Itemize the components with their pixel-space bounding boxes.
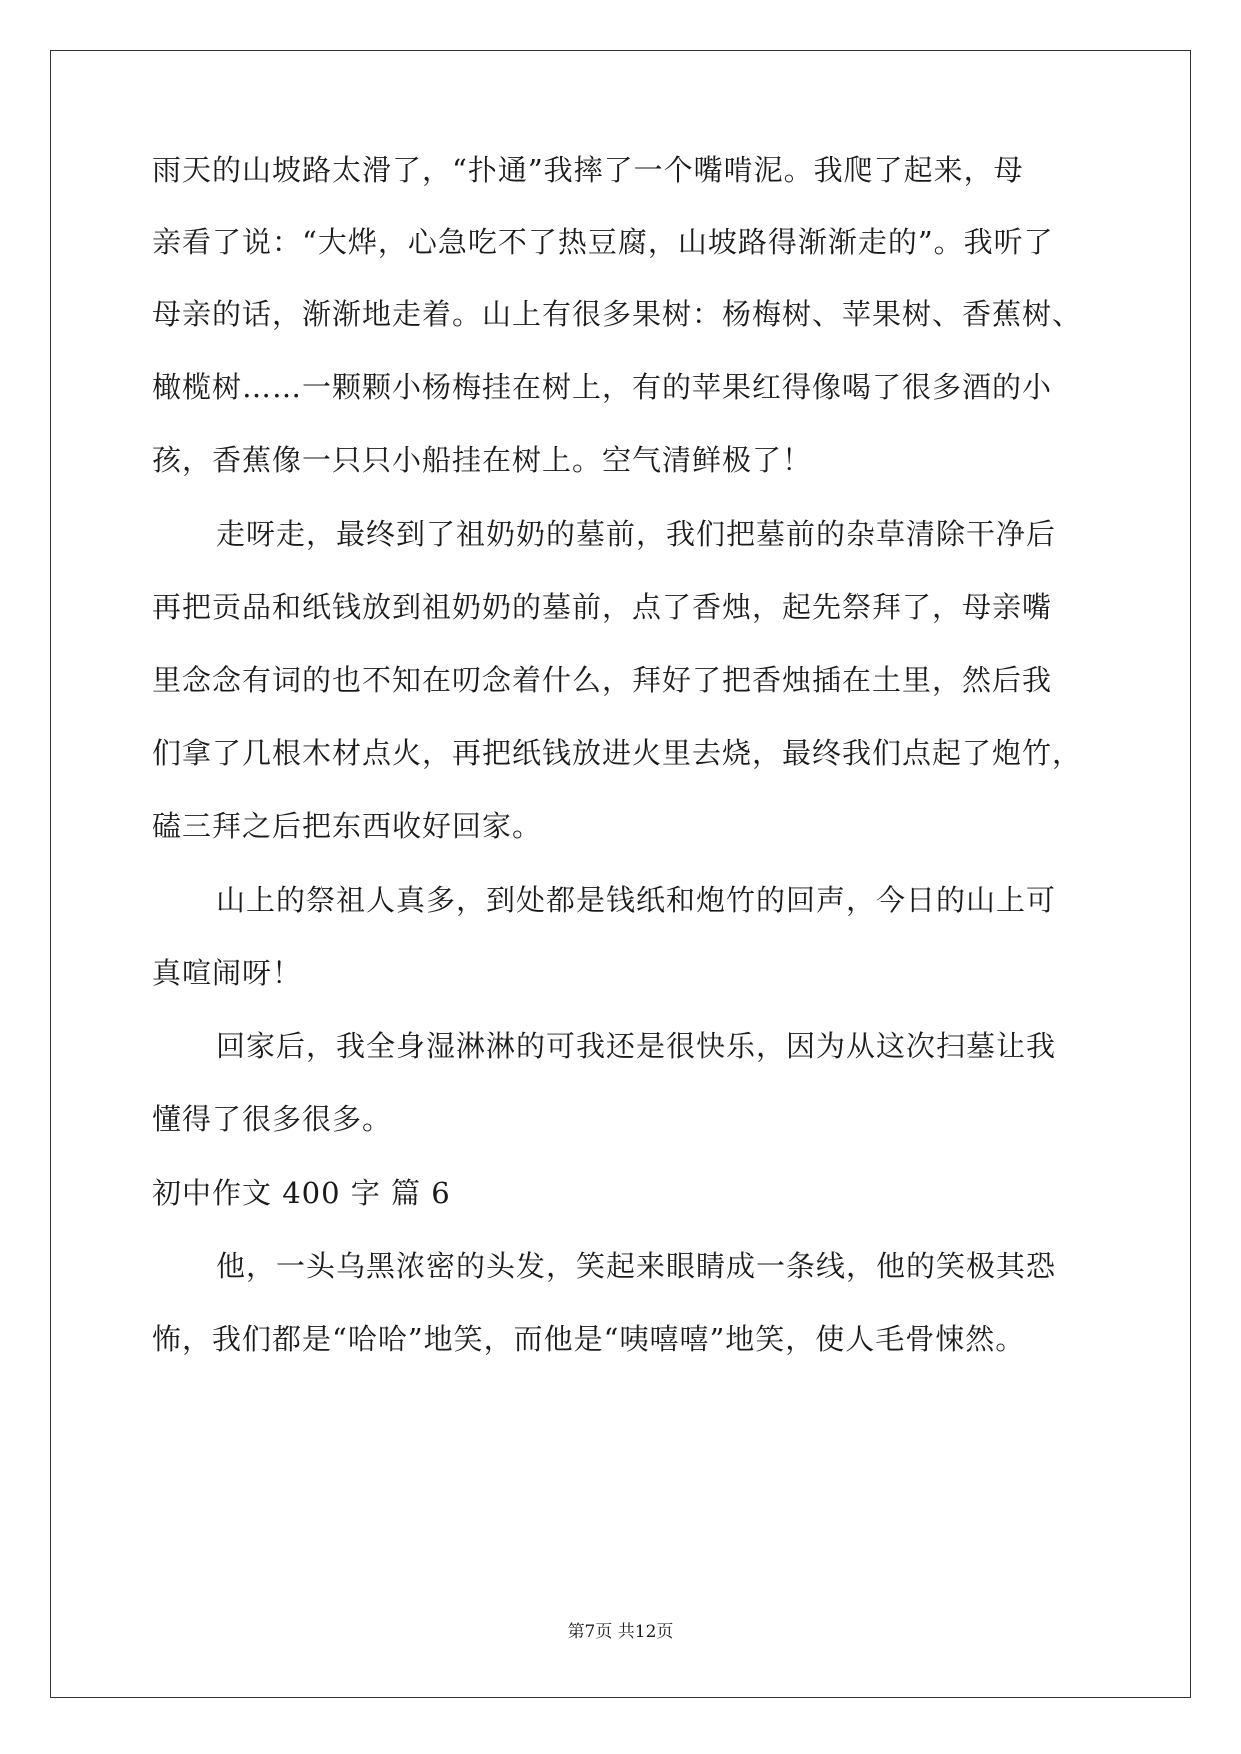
page-footer: 第7页 共12页 (567, 1622, 674, 1642)
body-line: 母亲的话，渐渐地走着。山上有很多果树：杨梅树、苹果树、香蕉树、 (152, 297, 1083, 331)
body-line: 他，一头乌黑浓密的头发，笑起来眼睛成一条线，他的笑极其恐 (216, 1249, 1057, 1283)
body-line: 再把贡品和纸钱放到祖奶奶的墓前，点了香烛，起先祭拜了，母亲嘴 (152, 590, 1053, 624)
body-line: 橄榄树……一颗颗小杨梅挂在树上，有的苹果红得像喝了很多酒的小 (152, 370, 1053, 404)
body-line: 们拿了几根木材点火，再把纸钱放进火里去烧，最终我们点起了炮竹， (152, 736, 1083, 770)
body-line: 真喧闹呀！ (152, 956, 303, 990)
body-line: 孩，香蕉像一只只小船挂在树上。空气清鲜极了！ (152, 443, 813, 477)
body-line: 怖，我们都是“哈哈”地笑，而他是“咦嘻嘻”地笑，使人毛骨悚然。 (152, 1322, 1026, 1356)
body-line: 回家后，我全身湿淋淋的可我还是很快乐，因为从这次扫墓让我 (216, 1029, 1057, 1063)
body-line: 磕三拜之后把东西收好回家。 (152, 809, 543, 843)
body-line: 懂得了很多很多。 (152, 1102, 393, 1136)
body-line: 走呀走，最终到了祖奶奶的墓前，我们把墓前的杂草清除干净后 (216, 517, 1057, 551)
body-line: 里念念有词的也不知在叨念着什么，拜好了把香烛插在土里，然后我 (152, 663, 1053, 697)
section-heading: 初中作文 400 字 篇 6 (152, 1176, 451, 1210)
body-line: 亲看了说：“大烨，心急吃不了热豆腐，山坡路得渐渐走的”。我听了 (152, 225, 1054, 259)
body-line: 山上的祭祖人真多，到处都是钱纸和炮竹的回声，今日的山上可 (216, 883, 1057, 917)
body-line: 雨天的山坡路太滑了，“扑通”我摔了一个嘴啃泥。我爬了起来，母 (152, 153, 1024, 187)
